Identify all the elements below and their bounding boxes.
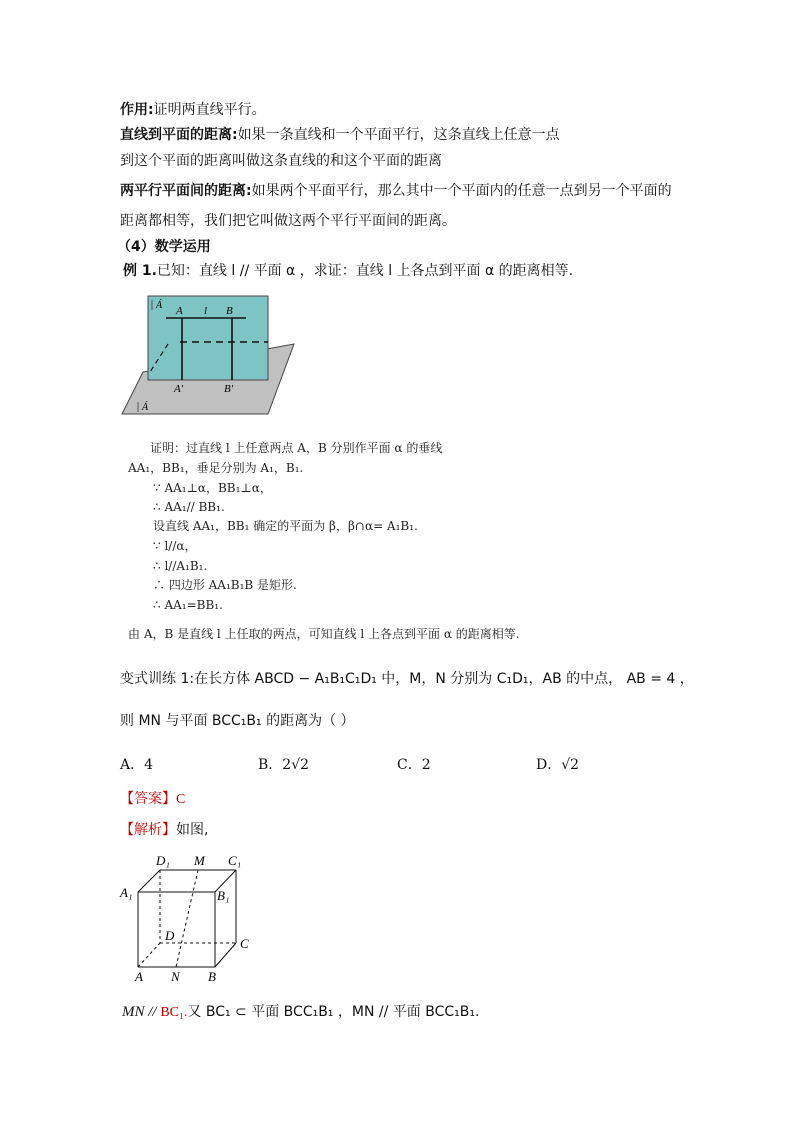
- plane-figure: [118, 288, 300, 418]
- proof-line-5: 设直线 AA₁，BB₁ 确定的平面为 β，β∩α= A₁B₁.: [153, 519, 418, 533]
- fig1-label-A-prime: A′: [174, 383, 184, 395]
- cuboid-figure: [118, 850, 258, 985]
- option-b: B．2√2: [258, 757, 310, 773]
- proof-line-6: ∵ l//α，: [153, 539, 197, 553]
- fig2-label-N: N: [171, 969, 180, 984]
- fig2-label-M: M: [194, 853, 205, 868]
- answer-line: [120, 789, 185, 810]
- fig2-label-D1: D₁: [156, 853, 170, 868]
- analysis-line: [120, 820, 208, 840]
- fig1-label-B-prime: B′: [224, 383, 234, 395]
- fig2-label-C1: C₁: [228, 853, 242, 868]
- fig2-label-C: C: [240, 936, 249, 951]
- proof-line-8: ∴ 四边形 AA₁B₁B 是矩形.: [153, 578, 297, 592]
- variant-question-line-1: 变式训练 1:在长方体 ABCD − A₁B₁C₁D₁ 中，M，N 分别为 C₁D₁，AB 的中点， AB = 4 ，: [120, 671, 694, 687]
- example-1-text: 已知：直线 l // 平面 α ，求证：直线 l 上各点到平面 α 的距离相等.: [156, 263, 574, 279]
- option-c: C．2: [397, 757, 431, 773]
- analysis-label: 【解析】: [120, 822, 176, 838]
- line-plane-distance-def-cont: 到这个平面的距离叫做这条直线的和这个平面的距离: [120, 153, 442, 169]
- conclusion-mn: MN //: [122, 1004, 161, 1020]
- fig1-label-B: B: [226, 305, 233, 317]
- section-heading: （4）数学运用: [117, 239, 211, 255]
- plane-plane-distance-def-cont: 距离都相等，我们把它叫做这两个平行平面间的距离。: [120, 213, 456, 229]
- proof-line-7: ∴ l//A₁B₁.: [153, 559, 208, 573]
- fig2-label-A: A: [135, 969, 143, 984]
- proof-line-2: AA₁，BB₁，垂足分别为 A₁，B₁.: [128, 461, 304, 475]
- proof-line-9: ∴ AA₁=BB₁.: [153, 598, 223, 612]
- option-d: D．√2: [536, 757, 580, 773]
- conclusion-line: [122, 1002, 479, 1023]
- fig1-label-l: l: [204, 305, 208, 317]
- answer-label: 【答案】: [120, 791, 176, 807]
- analysis-text: 如图,: [176, 822, 209, 838]
- option-a: A．4: [120, 757, 154, 773]
- usage-text: 证明两直线平行。: [153, 102, 266, 118]
- proof-line-10: 由 A，B 是直线 l 上任取的两点，可知直线 l 上各点到平面 α 的距离相等.: [128, 627, 520, 641]
- proof-line-3: ∵ AA₁⊥α，BB₁⊥α，: [153, 481, 272, 495]
- line-plane-distance-text: 如果一条直线和一个平面平行，这条直线上任意一点: [237, 127, 560, 143]
- usage-label: 作用:: [120, 102, 154, 118]
- plane-plane-distance-label: 两平行平面间的距离:: [120, 183, 252, 199]
- example-1: [123, 261, 573, 281]
- plane-plane-distance-def: [120, 181, 672, 201]
- fig1-label-A: A: [176, 305, 183, 317]
- conclusion-rest: 又 BC₁ ⊂ 平面 BCC₁B₁ ，MN // 平面 BCC₁B₁.: [187, 1004, 480, 1020]
- fig1-label-bottom: Á: [142, 402, 149, 413]
- proof-line-4: ∴ AA₁// BB₁.: [153, 500, 225, 514]
- example-1-label: 例 1.: [123, 263, 157, 279]
- proof-line-1: 证明：过直线 l 上任意两点 A，B 分别作平面 α 的垂线: [150, 441, 443, 455]
- usage-line: [120, 100, 266, 120]
- fig2-label-D: D: [165, 928, 175, 943]
- answer-value: C: [176, 792, 186, 807]
- conclusion-bc1: BC₁.: [160, 1005, 188, 1020]
- variant-question-line-2: 则 MN 与平面 BCC₁B₁ 的距离为（ ）: [120, 713, 355, 729]
- fig2-label-A1: A₁: [120, 885, 133, 900]
- plane-plane-distance-text: 如果两个平面平行，那么其中一个平面内的任意一点到另一个平面的: [251, 183, 672, 199]
- line-plane-distance-def: [120, 125, 560, 145]
- fig1-label-top: Á: [156, 300, 163, 311]
- fig2-label-B: B: [208, 969, 216, 984]
- line-plane-distance-label: 直线到平面的距离:: [120, 127, 238, 143]
- fig2-label-B1: B₁: [217, 888, 230, 903]
